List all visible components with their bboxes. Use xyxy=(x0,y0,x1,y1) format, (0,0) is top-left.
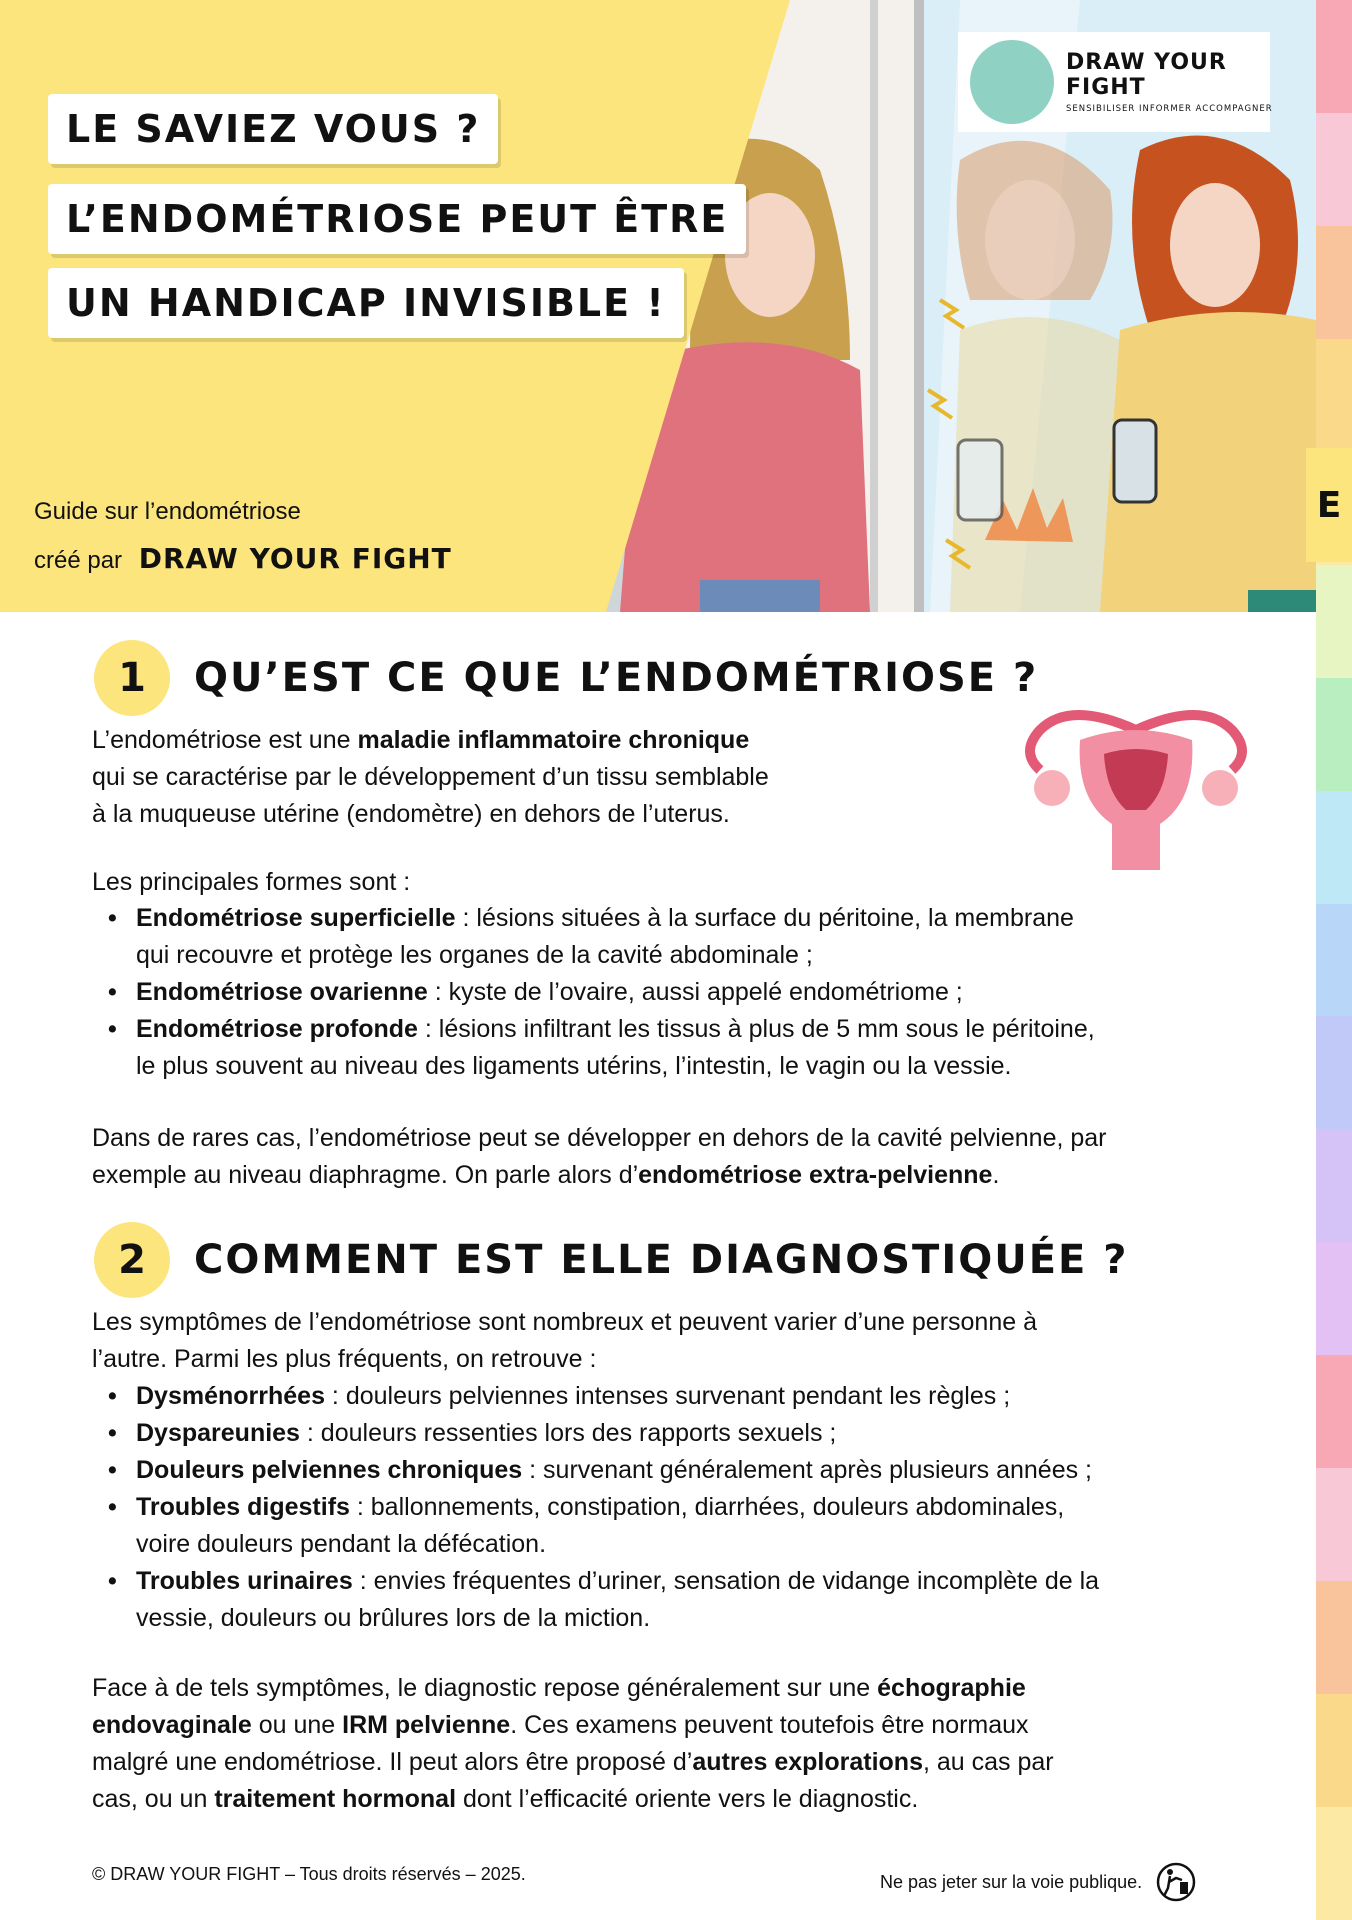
diag-3c: , au cas par xyxy=(922,1748,1054,1776)
form-text: : lésions infiltrant les tissus à plus de 5 mm sous le péritoine, xyxy=(417,1015,1095,1043)
side-tab-stripe xyxy=(1316,1129,1352,1243)
diag-3b: autres explorations xyxy=(692,1748,923,1776)
side-tab-stripe xyxy=(1316,0,1352,114)
list-item xyxy=(136,1452,1099,1489)
side-tab-stripe xyxy=(1316,1807,1352,1920)
guide-by-label: créé par xyxy=(34,547,123,574)
symptom-text: : douleurs pelviennes intenses survenant pendant les règles ; xyxy=(324,1382,1011,1410)
footer-notice-row xyxy=(880,1862,1196,1902)
guide-brand: DRAW YOUR FIGHT xyxy=(138,542,452,575)
diag-3a: malgré une endométriose. Il peut alors être proposé d’ xyxy=(92,1748,693,1776)
diag-4b: traitement hormonal xyxy=(214,1785,457,1813)
logo xyxy=(958,32,1273,132)
section-1-number: 1 xyxy=(94,640,170,716)
side-tab-stripe xyxy=(1316,565,1352,679)
footer-copyright: © DRAW YOUR FIGHT – Tous droits réservés – 2025. xyxy=(92,1864,526,1884)
side-tab-stripe xyxy=(1316,678,1352,792)
symptom-text: : envies fréquentes d’uriner, sensation de vidange incomplète de la xyxy=(352,1567,1100,1595)
diag-2c: IRM pelvienne xyxy=(342,1711,511,1739)
form-text: : lésions situées à la surface du péritoine, la membrane xyxy=(455,904,1074,932)
s1-intro-a: L’endométriose est une xyxy=(92,726,358,754)
section-1-title: QU’EST CE QUE L’ENDOMÉTRIOSE ? xyxy=(194,655,1039,701)
side-tab-stripe xyxy=(1316,1016,1352,1130)
symptom-term: Dyspareunies xyxy=(136,1419,300,1447)
diag-4a: cas, ou un xyxy=(92,1785,215,1813)
section-1-header xyxy=(94,640,1038,716)
s1-rare-b: exemple au niveau diaphragme. On parle alors d’ xyxy=(92,1161,639,1189)
tidyman-bin-icon xyxy=(1156,1862,1196,1902)
form-text: : kyste de l’ovaire, aussi appelé endométriome ; xyxy=(427,978,963,1006)
diag-1b: échographie xyxy=(877,1674,1026,1702)
symptom-term: Douleurs pelviennes chroniques xyxy=(136,1456,523,1484)
symptom-text: : douleurs ressenties lors des rapports sexuels ; xyxy=(299,1419,837,1447)
list-item xyxy=(136,974,1095,1011)
s1-forms-list xyxy=(110,900,1095,1085)
s2-intro-a: Les symptômes de l’endométriose sont nombreux et peuvent varier d’une personne à xyxy=(92,1308,1037,1336)
list-item xyxy=(136,1415,1099,1452)
side-tab-stripe xyxy=(1316,226,1352,340)
s2-symptoms-list xyxy=(110,1378,1099,1637)
form-term: Endométriose profonde xyxy=(136,1015,418,1043)
s1-rare-bold: endométriose extra-pelvienne xyxy=(638,1161,993,1189)
guide-line-1: Guide sur l’endométriose xyxy=(34,498,301,525)
s1-rare-paragraph xyxy=(92,1120,1107,1194)
diag-2d: . Ces examens peuvent toutefois être normaux xyxy=(510,1711,1029,1739)
logo-subtitle: SENSIBILISER INFORMER ACCOMPAGNER xyxy=(1066,104,1273,114)
s1-intro-d: à la muqueuse utérine (endomètre) en dehors de l’uterus. xyxy=(92,800,730,828)
section-2-title: COMMENT EST ELLE DIAGNOSTIQUÉE ? xyxy=(194,1237,1129,1283)
s2-intro-b: l’autre. Parmi les plus fréquents, on retrouve : xyxy=(92,1345,597,1373)
diag-4c: dont l’efficacité oriente vers le diagnostic. xyxy=(456,1785,919,1813)
headline-line-2: L’ENDOMÉTRIOSE PEUT ÊTRE xyxy=(48,184,746,254)
symptom-text-2: voire douleurs pendant la défécation. xyxy=(136,1530,547,1558)
s1-intro-bold: maladie inflammatoire chronique xyxy=(357,726,750,754)
s1-forms-intro: Les principales formes sont : xyxy=(92,868,411,896)
section-2-number: 2 xyxy=(94,1222,170,1298)
headline-line-3: UN HANDICAP INVISIBLE ! xyxy=(48,268,684,338)
list-item xyxy=(136,1011,1095,1085)
list-item xyxy=(136,1378,1099,1415)
s1-rare-d: . xyxy=(992,1161,1000,1189)
side-tab-stripe xyxy=(1316,904,1352,1018)
uterus-icon xyxy=(1000,660,1272,878)
diag-2b: ou une xyxy=(251,1711,343,1739)
section-2-header xyxy=(94,1222,1128,1298)
side-tab-stripe xyxy=(1316,113,1352,227)
s2-diagnosis-paragraph xyxy=(92,1670,1054,1818)
symptom-term: Troubles urinaires xyxy=(136,1567,353,1595)
side-tab-stripe xyxy=(1316,1468,1352,1582)
logo-avatar-icon xyxy=(970,40,1054,124)
list-item xyxy=(136,1489,1099,1563)
s2-intro xyxy=(92,1304,1037,1378)
symptom-term: Dysménorrhées xyxy=(136,1382,325,1410)
s1-rare-a: Dans de rares cas, l’endométriose peut se développer en dehors de la cavité pelvienne, par xyxy=(92,1124,1107,1152)
form-term: Endométriose superficielle xyxy=(136,904,456,932)
side-tab-stripe xyxy=(1316,1355,1352,1469)
list-item xyxy=(136,900,1095,974)
header-banner xyxy=(0,0,1316,612)
diag-2a: endovaginale xyxy=(92,1711,252,1739)
side-tab-stripe xyxy=(1316,1694,1352,1808)
logo-title: DRAW YOUR FIGHT xyxy=(1066,50,1227,100)
list-item xyxy=(136,1563,1099,1637)
side-tab-stripe xyxy=(1316,339,1352,453)
guide-line-2 xyxy=(34,542,452,575)
headline-line-1: LE SAVIEZ VOUS ? xyxy=(48,94,498,164)
symptom-text-2: vessie, douleurs ou brûlures lors de la miction. xyxy=(136,1604,651,1632)
form-term: Endométriose ovarienne xyxy=(136,978,428,1006)
form-text-2: le plus souvent au niveau des ligaments utérins, l’intestin, le vagin ou la vessie. xyxy=(136,1052,1012,1080)
s1-intro-c: qui se caractérise par le développement d’un tissu semblable xyxy=(92,763,769,791)
footer-notice: Ne pas jeter sur la voie publique. xyxy=(880,1871,1143,1892)
s1-intro xyxy=(92,722,769,833)
alphabet-tab-letter: E xyxy=(1306,448,1352,562)
side-tab-stripe xyxy=(1316,791,1352,905)
symptom-term: Troubles digestifs xyxy=(136,1493,350,1521)
side-tab-stripe xyxy=(1316,1242,1352,1356)
diag-1a: Face à de tels symptômes, le diagnostic repose généralement sur une xyxy=(92,1674,878,1702)
side-tab-stripe xyxy=(1316,1581,1352,1695)
symptom-text: : survenant généralement après plusieurs années ; xyxy=(522,1456,1093,1484)
symptom-text: : ballonnements, constipation, diarrhées, douleurs abdominales, xyxy=(349,1493,1065,1521)
form-text-2: qui recouvre et protège les organes de la cavité abdominale ; xyxy=(136,941,813,969)
